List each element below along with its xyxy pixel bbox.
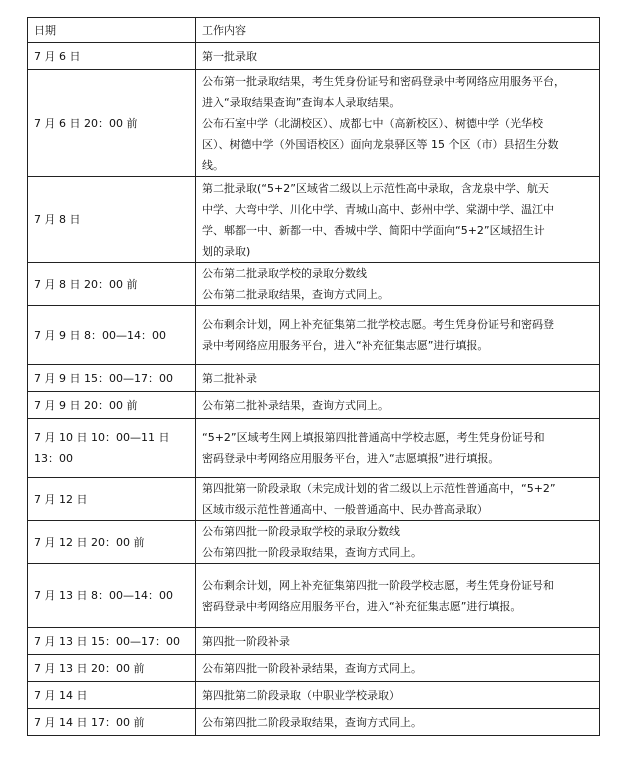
content-line: 划的录取) (202, 244, 251, 258)
content-line: 第四批一阶段补录 (202, 634, 290, 648)
row-content (196, 43, 600, 70)
row-content (196, 682, 600, 709)
row-date: 7 月 9 日 20：00 前 (28, 392, 196, 419)
row-content (196, 70, 600, 177)
table-row (28, 70, 600, 177)
table-row (28, 478, 600, 521)
row-content (196, 709, 600, 736)
content-line: 第一批录取 (202, 49, 257, 63)
content-line: 区域市级示范性普通高中、一般普通高中、民办普高录取） (202, 503, 488, 516)
row-date: 7 月 8 日 (28, 177, 196, 263)
content-line: 公布剩余计划，网上补充征集第二批学校志愿。考生凭身份证号和密码登 (202, 318, 554, 331)
table-body (28, 43, 600, 736)
row-date: 7 月 12 日 20：00 前 (28, 521, 196, 564)
row-content (196, 628, 600, 655)
table-header-row (28, 18, 600, 43)
row-content (196, 478, 600, 521)
row-content (196, 419, 600, 478)
content-line: 第四批第二阶段录取（中职业学校录取） (202, 688, 400, 702)
row-date: 7 月 8 日 20：00 前 (28, 263, 196, 306)
row-date: 7 月 6 日 20：00 前 (28, 70, 196, 177)
content-line: 公布石室中学（北湖校区）、成都七中（高新校区）、树德中学（光华校 (202, 116, 543, 130)
table-row (28, 177, 600, 263)
content-line: 公布第四批一阶段录取结果，查询方式同上。 (202, 546, 422, 559)
table-row (28, 655, 600, 682)
content-line: 进入“录取结果查询”查询本人录取结果。 (202, 95, 401, 109)
row-content (196, 263, 600, 306)
row-date: 7 月 10 日 10：00—11 日 13：00 (28, 419, 196, 478)
row-content (196, 365, 600, 392)
table-row (28, 419, 600, 478)
content-line: 公布剩余计划，网上补充征集第四批一阶段学校志愿，考生凭身份证号和 (202, 578, 554, 592)
content-line: 公布第四批一阶段录取学校的录取分数线 (202, 525, 400, 538)
row-content (196, 306, 600, 365)
row-content (196, 177, 600, 263)
row-content (196, 392, 600, 419)
content-line: 公布第二批录取结果，查询方式同上。 (202, 288, 389, 301)
content-line: 第二批补录 (202, 371, 257, 385)
content-line: 第四批第一阶段录取（未完成计划的省二级以上示范性普通高中，“5+2” (202, 482, 556, 495)
table-row (28, 365, 600, 392)
row-content (196, 564, 600, 628)
header-date: 日期 (28, 18, 196, 43)
table-row (28, 263, 600, 306)
table-row (28, 628, 600, 655)
row-date: 7 月 6 日 (28, 43, 196, 70)
content-line: 密码登录中考网络应用服务平台，进入“志愿填报”进行填报。 (202, 452, 500, 465)
row-date: 7 月 12 日 (28, 478, 196, 521)
row-date: 7 月 14 日 17：00 前 (28, 709, 196, 736)
table-row (28, 306, 600, 365)
table-row (28, 43, 600, 70)
table-row (28, 682, 600, 709)
content-line: 公布第二批补录结果，查询方式同上。 (202, 398, 389, 412)
row-content (196, 521, 600, 564)
row-date: 7 月 9 日 15：00—17：00 (28, 365, 196, 392)
table-row (28, 709, 600, 736)
table-row (28, 564, 600, 628)
content-line: 录中考网络应用服务平台，进入“补充征集志愿”进行填报。 (202, 339, 489, 352)
content-line: “5+2”区域考生网上填报第四批普通高中学校志愿，考生凭身份证号和 (202, 431, 545, 444)
row-date: 7 月 13 日 15：00—17：00 (28, 628, 196, 655)
content-line: 公布第二批录取学校的录取分数线 (202, 267, 367, 280)
content-line: 区）、树德中学（外国语校区）面向龙泉驿区等 15 个区（市）县招生分数 (202, 137, 559, 151)
content-line: 中学、大弯中学、川化中学、青城山高中、彭州中学、棠湖中学、温江中 (202, 202, 554, 216)
row-date: 7 月 14 日 (28, 682, 196, 709)
content-line: 密码登录中考网络应用服务平台，进入“补充征集志愿”进行填报。 (202, 599, 522, 613)
content-line: 第二批录取(“5+2”区域省二级以上示范性高中录取，含龙泉中学、航天 (202, 181, 549, 195)
table-row (28, 392, 600, 419)
schedule-table (27, 17, 600, 736)
header-content: 工作内容 (196, 18, 600, 43)
content-line: 公布第一批录取结果，考生凭身份证号和密码登录中考网络应用服务平台， (202, 74, 565, 88)
content-line: 学、郫都一中、新都一中、香城中学、简阳中学面向“5+2”区域招生计 (202, 223, 545, 237)
content-line: 线。 (202, 158, 224, 172)
row-date: 7 月 13 日 20：00 前 (28, 655, 196, 682)
table-row (28, 521, 600, 564)
content-line: 公布第四批一阶段补录结果，查询方式同上。 (202, 661, 422, 675)
row-date: 7 月 13 日 8：00—14：00 (28, 564, 196, 628)
row-date: 7 月 9 日 8：00—14：00 (28, 306, 196, 365)
content-line: 公布第四批二阶段录取结果，查询方式同上。 (202, 715, 422, 729)
row-content (196, 655, 600, 682)
